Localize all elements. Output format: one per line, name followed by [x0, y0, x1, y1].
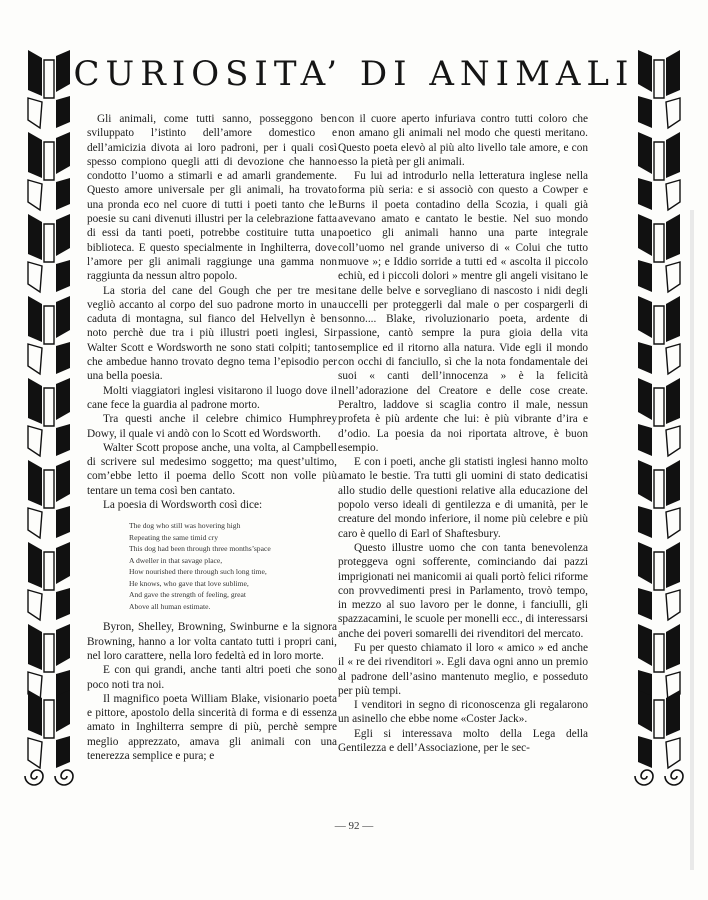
poem-line: This dog had been through three months’space	[129, 544, 271, 554]
paragraph: Fu lui ad introdurlo nella letteratura inglese nella forma più seria: e si associò con questo a Cowper e Burns il poeta contadino della Scozia, i quali già avevano amato e cantato le bestie. Nel suo mondo poetico gli animali hanno una parte integrale coll’uomo nel grande universo di « Colui che tutto muove »; e Iddio sorride a tutti ed « ascolta il piccolo echiù, ed i piccoli dolori » mentre gli angeli visitano le tane delle belve e sorvegliano di nascosto i nidi degli uccelli per proteggerli dal male o per cospargerli di sonno.... Blake, rivoluzionario poeta, ardente di passione, cantò sempre la pura gioia della vita semplice ed il ritorno alla natura. Vide egli il mondo con occhi di fanciullo, sì che la nota fondamentale dei suoi « canti dell’innocenza » è la felicità nell’adorazione del Creatore e delle cose create. Peraltro, laddove si scaglia contro il male, nessun profeta è più ardente che lui: è più vibrante d’ira e d’odio. La poesia da noi riportata altrove, è buon esempio.	[338, 170, 588, 454]
paragraph: con il cuore aperto infuriava contro tutti coloro che non amano gli animali nel modo che questi meritano. Questo poeta elevò al più alto livello tale amore, e con esso la pietà per gli animali.	[338, 113, 588, 168]
paragraph: I venditori in segno di riconoscenza gli regalarono un asinello che ebbe nome «Coster Jack».	[338, 699, 588, 726]
article-title: CURIOSITA’ DI ANIMALI	[73, 54, 635, 94]
paragraph: Questo illustre uomo che con tanta benevolenza proteggeva ogni sofferente, cominciando dai pazzi imprigionati nei manicomii ai quali portò felici riforme con provvedimenti presi in Parlamento, trovò tempo, in mezzo al suo lavoro per le donne, i fanciulli, gli spazzacamini, le scuole per monelli ecc., di interessarsi anche dei poveri somarelli dei rivenditori del mercato.	[338, 541, 588, 640]
paragraph: E con i poeti, anche gli statisti inglesi hanno molto amato le bestie. Tra tutti gli uomini di stato dedicatisi allo studio delle questioni relative alla educazione del popolo verso ideali di gentilezza e di umanità, per le creature del mondo inferiore, il nome più celebre e più caro è quello di Earl of Shaftesbury.	[338, 456, 588, 540]
paragraph: La poesia di Wordsworth così dice:	[103, 499, 263, 512]
dog-frieze-right	[632, 50, 686, 790]
spiral-ornament-icon	[25, 770, 43, 785]
paragraph: Fu per questo chiamato il loro « amico » ed anche il « re dei rivenditori ». Egli dava ogni anno un premio al padrone dell’asino mantenuto meglio, e posseduto per più tempi.	[338, 641, 588, 697]
right-text-column	[338, 112, 588, 755]
paragraph: Molti viaggiatori inglesi visitarono il luogo dove il cane fece la guardia al padrone morto.	[87, 384, 337, 411]
poem-line: Above all human estimate.	[129, 601, 211, 611]
paragraph: Il magnifico poeta William Blake, visionario poeta e pittore, apostolo della sincerità di forma e di essenza amato in Inghilterra sempre di più, perchè sempre meglio apprezzato, amava gli animali con una tenerezza semplice e pura; e	[87, 692, 337, 762]
paragraph: Tra questi anche il celebre chimico Humphrey Dowy, il quale vi andò con lo Scott ed Wordsworth.	[87, 413, 337, 440]
poem-line: And gave the strength of feeling, great	[129, 590, 247, 600]
paragraph: Egli si interessava molto della Lega della Gentilezza e dell’Associazione, per le sec-	[338, 727, 588, 755]
poem-line: How nourished there through such long time,	[129, 567, 267, 577]
paragraph: E con qui grandi, anche tanti altri poeti che sono poco noti tra noi.	[87, 664, 337, 691]
dog-frieze-left	[22, 50, 76, 790]
poem-line: He knows, who gave that love sublime,	[129, 578, 249, 588]
wordsworth-poem	[129, 520, 337, 612]
paragraph: Gli animali, come tutti sanno, posseggono ben sviluppato l’istinto dell’amore domestico e dell’amicizia divota ai loro padroni, per i quali così spesso compiono quegli atti di devozione che hanno condotto l’uomo a stimarli e ad amarli grandemente. Questo amore universale per gli animali, ha trovato una pronda eco nel cuore di tutti i poeti tanto che le poesie su cani divenuti illustri per la celebrazione fatta di essi da tanti poeti, potrebbe costituire tutta una biblioteca. E questo specialmente in Inghilterra, dove l’amore per gli animali raggiunge una gamma non raggiunta da nessun altro popolo.	[87, 113, 337, 283]
page-number: — 92 —	[334, 820, 374, 832]
left-decorative-border	[22, 50, 76, 790]
poem-line: Repeating the same timid cry	[129, 532, 218, 542]
left-text-column	[87, 112, 337, 763]
right-decorative-border	[632, 50, 686, 790]
poem-line: The dog who still was hovering high	[129, 521, 241, 531]
paragraph: Walter Scott propose anche, una volta, al Campbell di scrivere sul medesimo soggetto; ma quest’ultimo, com’ebbe letto il poema dello Scott non volle più tentare un tema così ben cantato.	[87, 441, 337, 497]
paragraph: Byron, Shelley, Browning, Swinburne e la signora Browning, hanno a lor volta cantato tutti i propri cani, nel loro carattere, nella loro fedeltà ed in loro morte.	[87, 621, 337, 662]
poem-line: A dweller in that savage place,	[129, 555, 223, 565]
page-edge-shadow	[690, 210, 694, 870]
paragraph: La storia del cane del Gough che per tre mesi vegliò accanto al corpo del suo padrone morto in una caduta di montagna, sul fianco del Helvellyn è ben noto perchè due tra i più illustri poeti inglesi, Sir Walter Scott e Wordsworth ne sono stati colpiti; tanto che ambedue hanno trovato degno tema l’episodio per una bella poesia.	[87, 284, 337, 383]
